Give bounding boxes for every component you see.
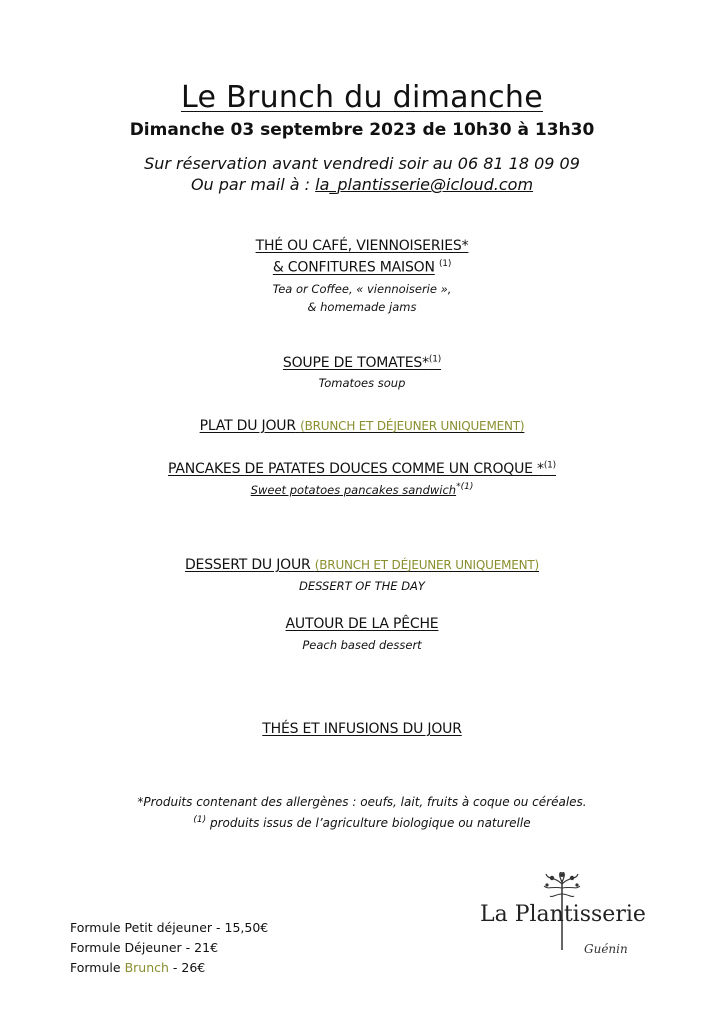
menu-item-sub: Sweet potatoes pancakes sandwich$^{*(1)}$ <box>250 482 474 497</box>
page-title <box>0 80 724 115</box>
logo-name: La Plantisserie <box>480 902 646 927</box>
menu-item-dessert <box>0 557 724 573</box>
menu-item-soup <box>0 354 724 371</box>
menu-item-title: THÉS ET INFUSIONS DU JOUR <box>262 721 462 737</box>
menu-item-plat <box>0 418 724 434</box>
availability-note: (BRUNCH ET DÉJEUNER UNIQUEMENT) <box>314 558 540 572</box>
organic-note: $^{(1)}$ produits issus de l’agriculture biologique ou naturelle <box>193 815 531 830</box>
formule-petit-dejeuner: Formule Petit déjeuner - 15,50€ <box>70 920 269 935</box>
reservation-info <box>0 153 724 195</box>
email-link[interactable]: la_plantisserie@icloud.com <box>315 175 534 194</box>
formules-list <box>70 918 268 978</box>
organic-mark: *(1) <box>456 482 474 492</box>
logo-sub: Guénin <box>584 942 628 956</box>
reservation-mail <box>0 174 724 195</box>
menu-item-jams <box>0 259 724 276</box>
formule-dejeuner: Formule Déjeuner - 21€ <box>70 940 219 955</box>
menu-item-title: & CONFITURES MAISON <box>272 259 435 276</box>
date-line: Dimanche 03 septembre 2023 de 10h30 à 13h30 <box>129 120 595 140</box>
brunch-title: Le Brunch du dimanche <box>180 80 544 115</box>
menu-item-title: PANCAKES DE PATATES DOUCES COMME UN CROQUE *$^{(1)}$ <box>168 460 556 477</box>
brunch-highlight: Brunch <box>124 960 169 975</box>
allergens-note: *Produits contenant des allergènes : oeufs, lait, fruits à coque ou céréales. <box>137 795 587 809</box>
organic-mark: (1) <box>193 815 207 825</box>
menu-item-sub: Peach based dessert <box>302 638 422 652</box>
organic-mark: (1) <box>428 354 442 364</box>
menu-item-pancakes <box>0 460 724 477</box>
availability-note: (BRUNCH ET DÉJEUNER UNIQUEMENT) <box>300 419 525 433</box>
formule-brunch: Formule Brunch - 26€ <box>70 960 206 975</box>
plantisserie-logo <box>480 872 650 972</box>
menu-item-tea-coffee <box>0 238 724 254</box>
reservation-phone: Sur réservation avant vendredi soir au 06 81 18 09 09 <box>144 154 580 173</box>
menu-item-title: THÉ OU CAFÉ, VIENNOISERIES* <box>255 238 469 254</box>
organic-mark: (1) <box>439 259 452 269</box>
menu-item-sub: Tea or Coffee, « viennoiserie », <box>272 282 452 296</box>
menu-item-sub: DESSERT OF THE DAY <box>299 579 425 593</box>
menu-item-thes <box>0 721 724 737</box>
organic-mark: (1) <box>543 460 556 470</box>
menu-item-title: DESSERT DU JOUR (BRUNCH ET DÉJEUNER UNIQUEMENT) <box>184 557 540 573</box>
menu-item-title: PLAT DU JOUR (BRUNCH ET DÉJEUNER UNIQUEMENT) <box>199 418 525 434</box>
menu-item-title: AUTOUR DE LA PÊCHE <box>285 616 439 632</box>
menu-item-peche <box>0 616 724 632</box>
menu-item-title: SOUPE DE TOMATES*$^{(1)}$ <box>282 354 442 371</box>
menu-item-sub: & homemade jams <box>307 300 417 314</box>
menu-item-sub: Tomatoes soup <box>318 376 406 390</box>
reservation-mail-prefix: Ou par mail à : <box>190 175 316 194</box>
